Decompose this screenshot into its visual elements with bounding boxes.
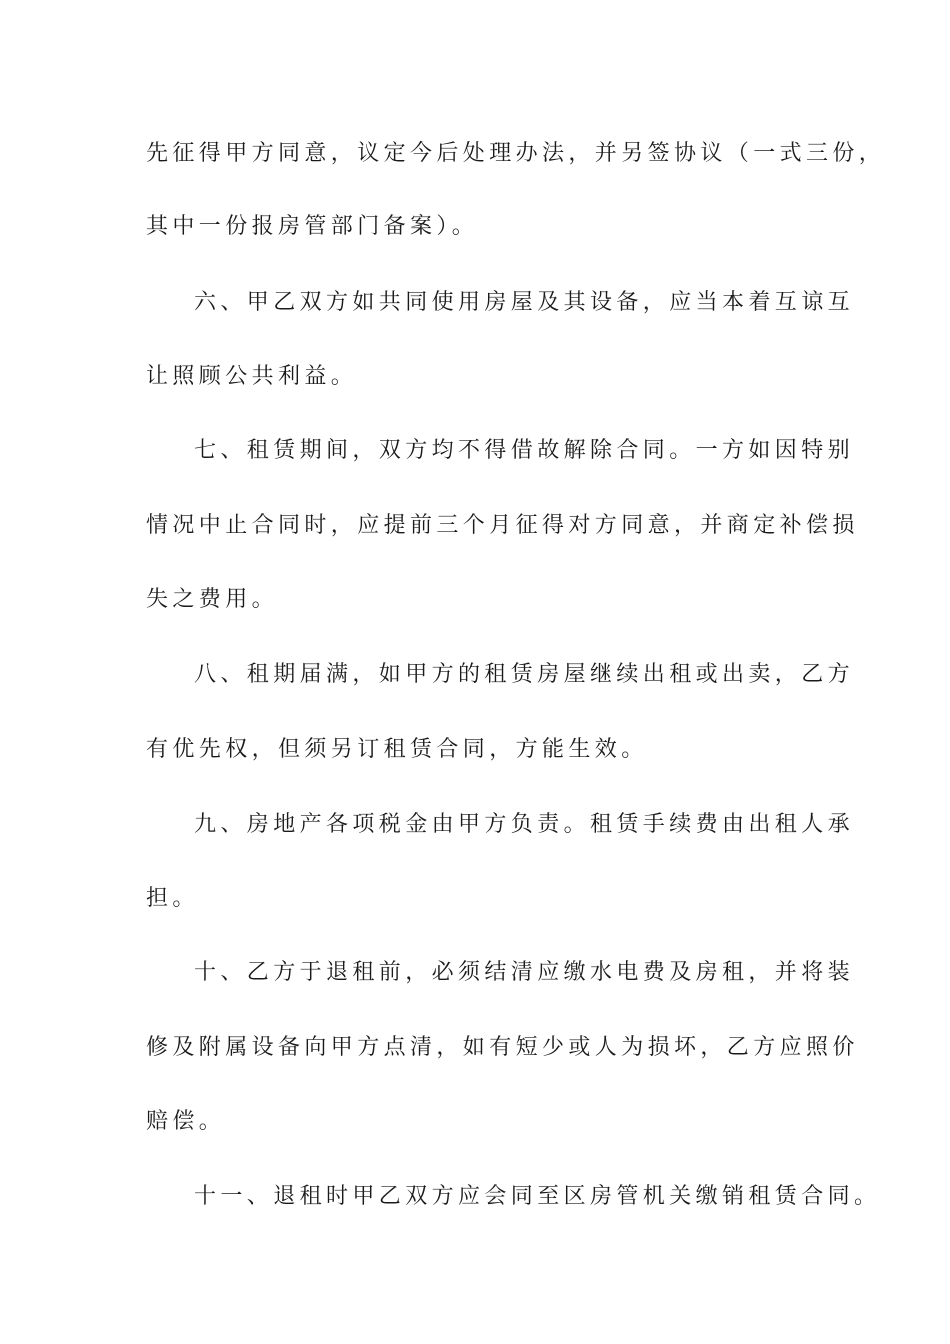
clause-8-line-1: 八、租期届满，如甲方的租赁房屋继续出租或出卖，乙方 xyxy=(194,662,855,687)
clause-11-line-1: 十一、退租时甲乙双方应会同至区房管机关缴销租赁合同。 xyxy=(194,1184,881,1209)
clause-10-line-3: 赔偿。 xyxy=(146,1109,226,1134)
paragraph-5-line-1: 先征得甲方同意，议定今后处理办法，并另签协议（一式三份， xyxy=(146,141,886,166)
clause-10-line-1: 十、乙方于退租前，必须结清应缴水电费及房租，并将装 xyxy=(194,960,855,985)
clause-9-line-2: 担。 xyxy=(146,886,199,911)
clause-6-line-1: 六、甲乙双方如共同使用房屋及其设备，应当本着互谅互 xyxy=(194,290,855,315)
clause-7-line-2: 情况中止合同时，应提前三个月征得对方同意，并商定补偿损 xyxy=(146,513,859,538)
paragraph-5-line-2: 其中一份报房管部门备案）。 xyxy=(146,214,479,239)
clause-6-line-2: 让照顾公共利益。 xyxy=(146,364,358,389)
clause-8-line-2: 有优先权，但须另订租赁合同，方能生效。 xyxy=(146,737,648,762)
clause-10-line-2: 修及附属设备向甲方点清，如有短少或人为损坏，乙方应照价 xyxy=(146,1035,859,1060)
clause-9-line-1: 九、房地产各项税金由甲方负责。租赁手续费由出租人承 xyxy=(194,812,855,837)
clause-7-line-1: 七、租赁期间，双方均不得借故解除合同。一方如因特别 xyxy=(194,438,855,463)
clause-7-line-3: 失之费用。 xyxy=(146,587,279,612)
